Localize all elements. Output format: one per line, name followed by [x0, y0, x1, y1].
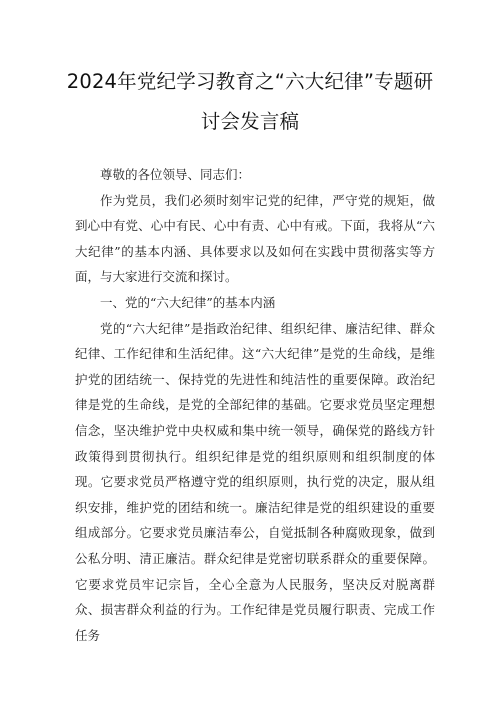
- document-title-line-2: 讨会发言稿: [200, 110, 300, 133]
- section-heading-1: 一、党的“六大纪律”的基本内涵: [100, 294, 276, 310]
- document-body: [75, 162, 435, 648]
- paragraph-intro: 作为党员，我们必须时刻牢记党的纪律，严守党的规矩，做到心中有党、心中有民、心中有责、心中有戒。下面，我将从“六大纪律”的基本内涵、具体要求以及如何在实践中贯彻落实等方面，与大家进行交流和探讨。: [75, 192, 435, 285]
- paragraph-section-1: 党的“六大纪律”是指政治纪律、组织纪律、廉洁纪律、群众纪律、工作纪律和生活纪律。这“六大纪律”是党的生命线，是维护党的团结统一、保持党的先进性和纯洁性的重要保障。政治纪律是党的生命线，是党的全部纪律的基础。它要求党员坚定理想信念，坚决维护党中央权威和集中统一领导，确保党的路线方针政策得到贯彻执行。组织纪律是党的组织原则和组织制度的体现。它要求党员严格遵守党的组织原则，执行党的决定，服从组织安排，维护党的团结和统一。廉洁纪律是党的组织建设的重要组成部分。它要求党员廉洁奉公，自觉抵制各种腐败现象，做到公私分明、清正廉洁。群众纪律是党密切联系群众的重要保障。它要求党员牢记宗旨，全心全意为人民服务，坚决反对脱离群众、损害群众利益的行为。工作纪律是党员履行职责、完成工作任务: [75, 320, 435, 643]
- salutation: 尊敬的各位领导、同志们：: [100, 167, 251, 182]
- document-title-line-1: 2024年党纪学习教育之“六大纪律”专题研: [66, 70, 434, 93]
